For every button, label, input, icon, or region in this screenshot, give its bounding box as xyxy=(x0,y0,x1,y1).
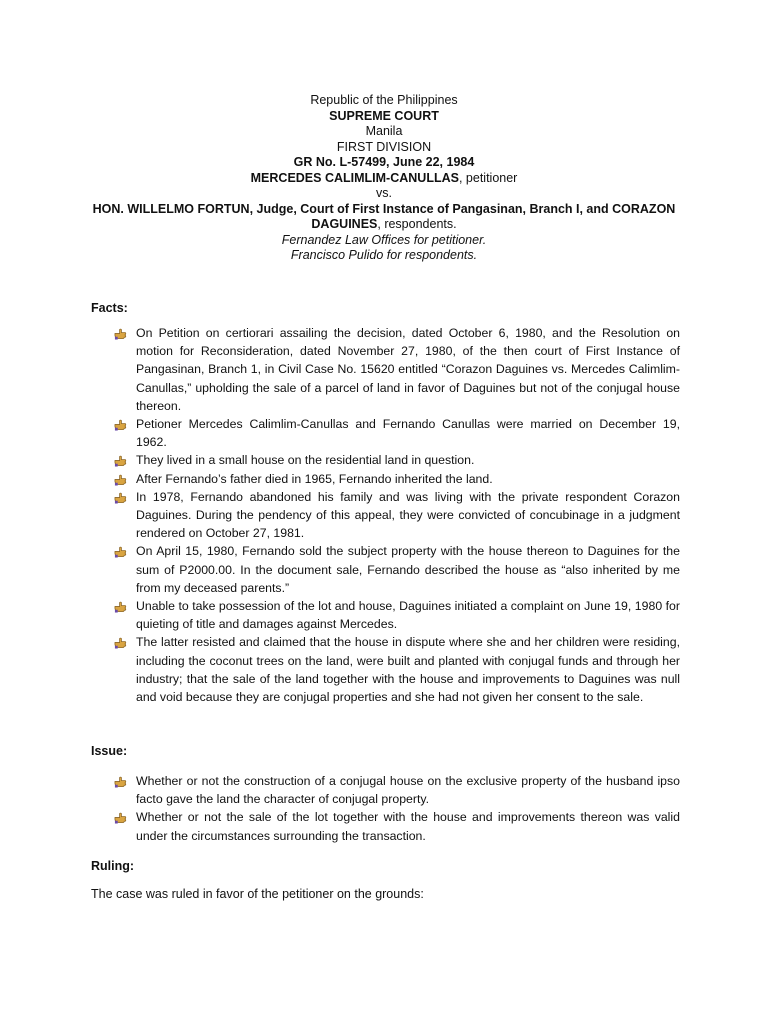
city-line: Manila xyxy=(365,124,403,138)
list-item-text: Petioner Mercedes Calimlim-Canullas and Fernando Canullas were married on December 19, 1962. xyxy=(136,417,680,450)
hand-pointer-icon xyxy=(114,473,127,486)
list-item xyxy=(114,415,680,451)
list-item xyxy=(114,470,680,488)
hand-pointer-icon xyxy=(114,600,127,613)
issue-heading: Issue: xyxy=(91,744,128,758)
list-item xyxy=(114,324,680,415)
list-item xyxy=(114,597,680,633)
petitioner-line xyxy=(60,171,708,187)
respondent-name: DAGUINES xyxy=(311,217,378,231)
hand-pointer-icon xyxy=(114,418,127,431)
hand-pointer-icon xyxy=(114,811,127,824)
hand-pointer-icon xyxy=(114,775,127,788)
petitioner-name: MERCEDES CALIMLIM-CANULLAS xyxy=(250,170,459,185)
gr-number: GR No. L-57499, June 22, 1984 xyxy=(293,155,475,169)
list-item xyxy=(114,451,680,469)
court-name: SUPREME COURT xyxy=(329,108,439,123)
list-item-text: Whether or not the sale of the lot together with the house and improvements thereon was valid under the circumstances surrounding the transaction. xyxy=(136,810,680,843)
list-item-text: Unable to take possession of the lot and house, Daguines initiated a complaint on June 19, 1980 for quieting of title and damages against Mercedes. xyxy=(136,599,680,632)
list-item-text: On Petition on certiorari assailing the decision, dated October 6, 1980, and the Resolution on motion for Reconsideration, dated November 27, 1980, of the then court of First Instance of Pangasinan, Branch 1, in Civil Case No. 15620 entitled “Corazon Daguines vs. Mercedes Calimlim-Canullas,” upholding the sale of a parcel of land in favor of Daguines but not of the conjugal house thereon. xyxy=(136,326,680,413)
hand-pointer-icon xyxy=(114,454,127,467)
vs-line: vs. xyxy=(376,186,392,200)
list-item xyxy=(114,772,680,808)
respondents-line-1: HON. WILLELMO FORTUN, Judge, Court of First Instance of Pangasinan, Branch I, and CORAZON xyxy=(92,201,676,216)
list-item-text: In 1978, Fernando abandoned his family and was living with the private respondent Corazon Daguines. During the pendency of this appeal, they were convicted of concubinage in a judgment rendered on October 27, 1981. xyxy=(136,489,680,541)
division-line: FIRST DIVISION xyxy=(336,139,432,154)
counsel-petitioner: Fernandez Law Offices for petitioner. xyxy=(281,232,487,247)
list-item-text: On April 15, 1980, Fernando sold the subject property with the house thereon to Daguines for the sum of P2000.00. In the document sale, Fernando described the house as “also inherited by me from my deceased parents.” xyxy=(136,544,680,595)
ruling-heading: Ruling: xyxy=(91,859,135,873)
issue-list xyxy=(114,772,680,845)
ruling-text: The case was ruled in favor of the petitioner on the grounds: xyxy=(91,887,424,901)
republic-line: Republic of the Philippines xyxy=(310,93,458,107)
list-item xyxy=(114,808,680,844)
petitioner-role: , petitioner xyxy=(458,170,518,185)
hand-pointer-icon xyxy=(114,491,127,504)
list-item-text: Whether or not the construction of a conjugal house on the exclusive property of the husband ipso facto gave the land the character of conjugal property. xyxy=(136,774,680,807)
facts-heading: Facts: xyxy=(91,301,128,315)
list-item-text: After Fernando’s father died in 1965, Fernando inherited the land. xyxy=(136,471,493,486)
list-item xyxy=(114,633,680,706)
list-item xyxy=(114,488,680,543)
hand-pointer-icon xyxy=(114,327,127,340)
list-item-text: They lived in a small house on the residential land in question. xyxy=(136,453,475,468)
list-item xyxy=(114,542,680,597)
facts-list xyxy=(114,324,680,706)
respondent-role: , respondents. xyxy=(377,217,457,231)
hand-pointer-icon xyxy=(114,636,127,649)
case-header xyxy=(60,93,708,264)
counsel-respondents: Francisco Pulido for respondents. xyxy=(290,248,478,262)
respondents-line-2 xyxy=(60,217,708,233)
hand-pointer-icon xyxy=(114,545,127,558)
list-item-text: The latter resisted and claimed that the house in dispute where she and her children were residing, including the coconut trees on the land, were built and planted with conjugal funds and through her industry; that the sale of the land together with the house and improvements to Daguines was null and void because they are conjugal properties and she had not given her consent to the sale. xyxy=(136,635,680,705)
